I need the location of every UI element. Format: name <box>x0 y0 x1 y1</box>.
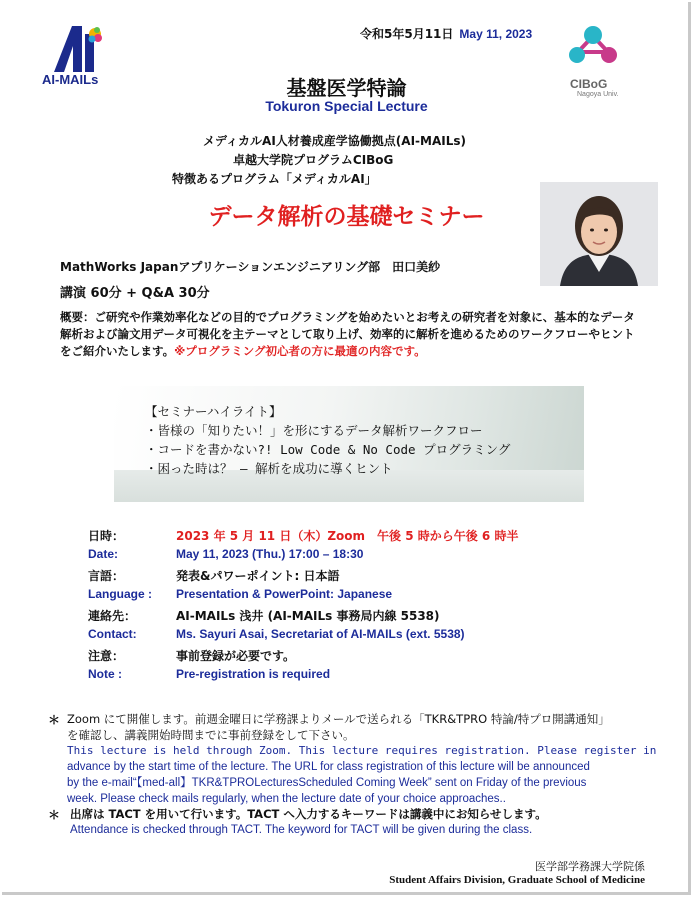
highlight-item: ・困った時は？ – 解析を成功に導くヒント <box>145 461 393 476</box>
page-subtitle: Tokuron Special Lecture <box>265 98 428 114</box>
info-value-note: Pre-registration is required <box>176 667 331 681</box>
info-label-datetime: 日時： <box>88 529 125 543</box>
info-value-language-jp: 発表&パワーポイント: 日本語 <box>176 569 340 583</box>
organizer-line-1: メディカルAI人材養成産学協働拠点(AI-MAILs) <box>203 134 466 148</box>
speaker: MathWorks Japanアプリケーションエンジニアリング部 田口美紗 <box>60 260 441 274</box>
page-title: 基盤医学特論 <box>286 76 407 100</box>
zoom-note-jp-1: Zoom にて開催します。前週金曜日に学務課よりメールで送られる「TKR&TPRO 特論/特プロ開講通知」 <box>67 712 610 726</box>
cibog-logo-text: CIBoG <box>570 77 608 91</box>
highlight-item: ・皆様の「知りたい！」を形にするデータ解析ワークフロー <box>145 423 483 438</box>
zoom-note-en-3: by the e-mail“【med-all】TKR&TPROLecturesScheduled Coming Week” sent on Friday of the previous <box>67 777 587 789</box>
footer-jp: 医学部学務課大学院係 <box>535 861 645 873</box>
bullet-star: ＊ <box>48 713 61 727</box>
highlights-heading: 【セミナーハイライト】 <box>145 404 282 419</box>
zoom-note-en-2: advance by the start time of the lecture. The URL for class registration of this lecture will be announced <box>67 761 590 773</box>
info-label-date: Date: <box>88 547 119 561</box>
summary-text: 概要：ご研究や作業効率化などの目的でプログラミングを始めたいとお考えの研究者を対象に、基本的なデータ解析および論文用データ可視化を主テーマとして取り上げ、効率的に解析を進めるためのワークフローやヒントをご紹介いたします。 <box>60 310 635 358</box>
zoom-note-en-1: This lecture is held through Zoom. This lecture requires registration. Please register in <box>67 744 657 757</box>
zoom-note-en-4: week. Please check mails regularly, when the lecture date of your choice approaches.. <box>67 793 506 805</box>
highlights-box <box>145 402 510 478</box>
info-value-contact-jp: AI-MAILs 浅井 (AI-MAILs 事務局内線 5538) <box>176 609 440 623</box>
organizer-line-3: 特徴あるプログラム「メディカルAI」 <box>172 172 377 186</box>
organizer-line-2: 卓越大学院プログラムCIBoG <box>233 153 394 167</box>
info-value-datetime: 2023 年 5 月 11 日（木）Zoom 午後 5 時から午後 6 時半 <box>176 529 519 543</box>
date-en: May 11, 2023 <box>459 27 533 41</box>
highlight-item: ・コードを書かない?! Low Code & No Code プログラミング <box>145 442 511 457</box>
footer-en: Student Affairs Division, Graduate School of Medicine <box>389 874 645 886</box>
info-value-note-jp: 事前登録が必要です。 <box>176 649 296 663</box>
info-label-note-jp: 注意： <box>88 649 125 663</box>
info-value-date: May 11, 2023 (Thu.) 17:00 – 18:30 <box>176 547 364 561</box>
talk-duration: 講演 60分 + Q&A 30分 <box>60 286 210 301</box>
bullet-star: ＊ <box>48 808 61 822</box>
ai-mails-logo-text: AI-MAILs <box>42 72 99 87</box>
tact-note-en: Attendance is checked through TACT. The keyword for TACT will be given during the class. <box>70 824 533 836</box>
date-jp: 令和5年5月11日 <box>360 27 454 41</box>
seminar-title: データ解析の基礎セミナー <box>208 204 485 230</box>
info-label-language-jp: 言語： <box>88 569 125 583</box>
summary <box>60 309 645 360</box>
info-label-contact: Contact: <box>88 627 137 641</box>
tact-note-jp: 出席は TACT を用いて行います。TACT へ入力するキーワードは講義中にお知らせします。 <box>70 807 547 821</box>
info-label-language: Language : <box>88 587 153 601</box>
speaker-photo <box>540 182 658 286</box>
info-value-language: Presentation & PowerPoint: Japanese <box>176 587 393 601</box>
info-label-contact-jp: 連絡先： <box>88 609 137 623</box>
date-line <box>360 25 532 42</box>
info-value-contact: Ms. Sayuri Asai, Secretariat of AI-MAILs (ext. 5538) <box>176 627 465 641</box>
zoom-note-jp-2: を確認し、講義開始時間までに事前登録をして下さい。 <box>67 728 355 742</box>
summary-highlight: ※プログラミング初心者の方に最適の内容です。 <box>174 344 426 358</box>
cibog-logo-icon <box>566 22 620 74</box>
info-label-note: Note : <box>88 667 122 681</box>
cibog-logo-subtext: Nagoya Univ. <box>577 91 619 98</box>
